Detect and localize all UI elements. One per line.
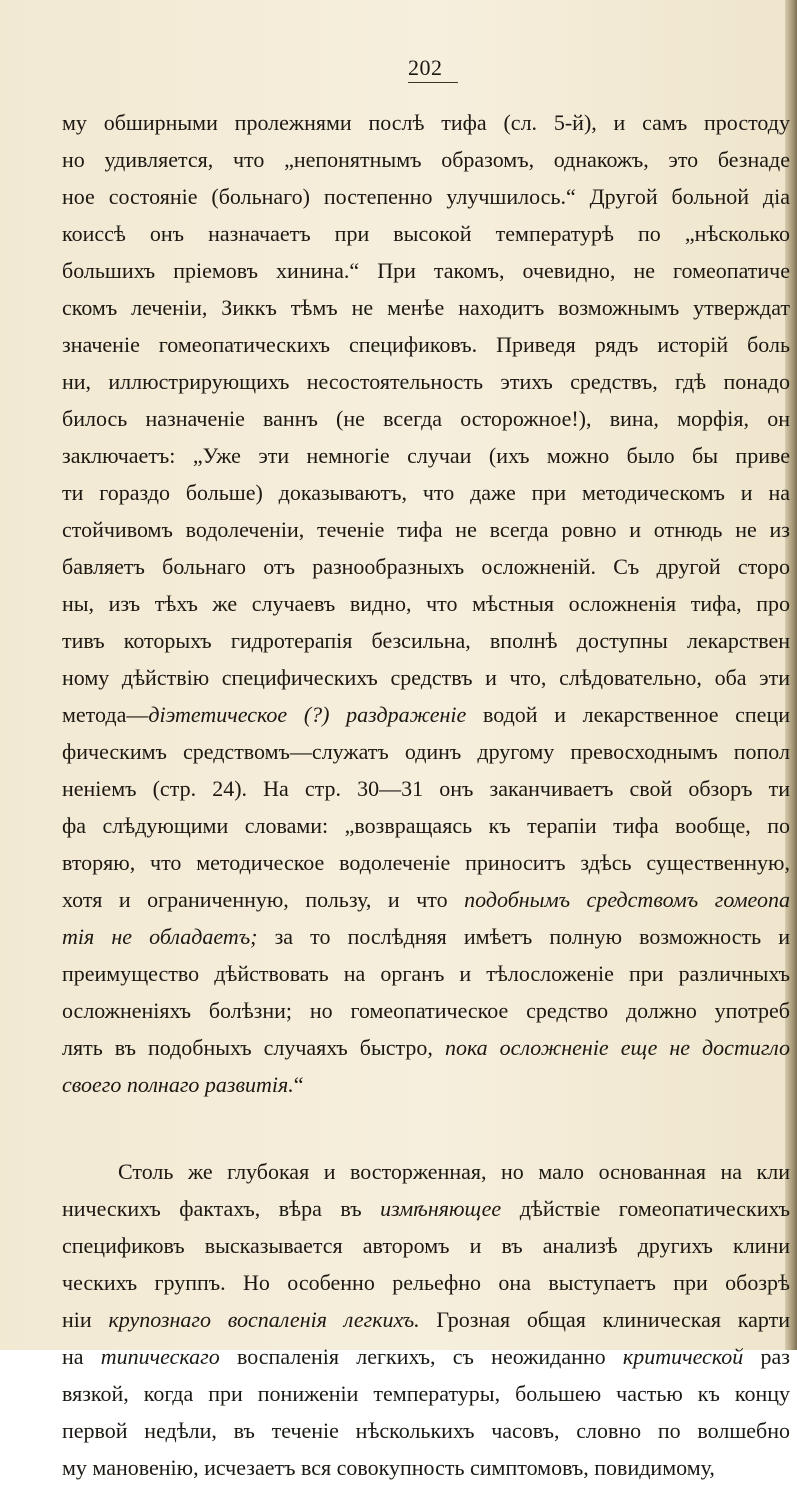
text-span: бавляетъ больнаго отъ разнообразныхъ осложненій. Съ другой сторо	[62, 554, 790, 579]
text-line	[62, 844, 790, 881]
italic-span: своего полнаго развитія.	[62, 1072, 294, 1097]
text-span: воспаленія легкихъ, съ неожиданно	[219, 1344, 623, 1369]
text-line	[62, 326, 790, 363]
text-span: вязкой, когда при пониженіи температуры, большею частью къ концу	[62, 1381, 790, 1406]
text-span: хотя и ограниченную, пользу, и что	[62, 887, 465, 912]
text-span: ническихъ фактахъ, вѣра въ	[62, 1196, 381, 1221]
text-span: му обширными пролежнями послѣ тифа (сл. 5-й), и самъ простоду	[62, 110, 790, 135]
text-line	[62, 215, 790, 252]
text-span: му мановенію, исчезаетъ вся совокупность симптомовъ, повидимому,	[62, 1455, 715, 1480]
text-line	[62, 1264, 790, 1301]
text-line	[62, 252, 790, 289]
text-line	[62, 400, 790, 437]
text-span: ное состояніе (больнаго) постепенно улучшилось.“ Другой больной діа	[62, 184, 790, 209]
text-span: коиссѣ онъ назначаетъ при высокой температурѣ по „нѣсколько	[62, 221, 790, 246]
text-span: спецификовъ высказывается авторомъ и въ анализѣ другихъ клини	[62, 1233, 790, 1258]
text-line	[62, 511, 790, 548]
text-line	[62, 289, 790, 326]
text-span: Грозная общая клиническая карти	[419, 1307, 790, 1332]
text-span: заключаетъ: „Уже эти немногіе случаи (ихъ можно было бы приве	[62, 443, 790, 468]
italic-span: измѣняющее	[380, 1196, 502, 1221]
text-span: большихъ пріемовъ хинина.“ При такомъ, очевидно, не гомеопатиче	[62, 258, 790, 283]
text-span: Столь же глубокая и восторженная, но мало основанная на кли	[118, 1159, 790, 1184]
text-span: фическимъ средствомъ—служатъ одинъ другому превосходнымъ попол	[62, 739, 790, 764]
italic-span: подобнымъ средствомъ гомеопа	[464, 887, 790, 912]
text-line	[62, 881, 790, 918]
text-line	[62, 1449, 790, 1486]
text-line	[62, 622, 790, 659]
text-span: дѣйствіе гомеопатическихъ	[501, 1196, 790, 1221]
text-span: ному дѣйствію специфическихъ средствъ и что, слѣдовательно, оба эти	[62, 665, 790, 690]
paragraph-2	[62, 1153, 790, 1486]
text-span: скомъ леченіи, Зиккъ тѣмъ не менѣе находитъ возможнымъ утверждат	[62, 295, 790, 320]
text-line	[62, 1375, 790, 1412]
text-line	[62, 696, 790, 733]
text-line	[62, 104, 790, 141]
italic-span: діэтетическое (?) раздраженіе	[148, 702, 467, 727]
text-line	[62, 1190, 790, 1227]
text-span: водой и лекарственное специ	[466, 702, 790, 727]
text-span: первой недѣли, въ теченіе нѣсколькихъ часовъ, словно по волшебно	[62, 1418, 790, 1443]
text-line	[62, 1227, 790, 1264]
text-span: раз	[743, 1344, 790, 1369]
text-span: на	[62, 1344, 101, 1369]
text-line	[62, 918, 790, 955]
text-span: стойчивомъ водолеченіи, теченіе тифа не всегда ровно и отнюдь не из	[62, 517, 790, 542]
text-line	[62, 1029, 790, 1066]
paragraph-1	[62, 104, 790, 1103]
text-line	[62, 992, 790, 1029]
text-line	[62, 178, 790, 215]
italic-span: критической	[622, 1344, 744, 1369]
text-line	[62, 770, 790, 807]
text-line	[62, 437, 790, 474]
italic-span: тія не обладаетъ;	[62, 924, 258, 949]
body-text	[62, 104, 790, 1486]
text-line	[62, 1301, 790, 1338]
text-span: значеніе гомеопатическихъ спецификовъ. Приведя рядъ исторій боль	[62, 332, 790, 357]
text-span: но удивляется, что „непонятнымъ образомъ, однакожъ, это безнаде	[62, 147, 790, 172]
text-span: метода—	[62, 702, 149, 727]
text-line	[62, 363, 790, 400]
page-number: 202	[408, 55, 443, 80]
text-span: неніемъ (стр. 24). На стр. 30—31 онъ заканчиваетъ свой обзоръ ти	[62, 776, 790, 801]
text-line	[62, 807, 790, 844]
text-span: за то послѣдняя имѣетъ полную возможность и	[257, 924, 790, 949]
italic-span: типическаго	[100, 1344, 220, 1369]
text-span: ти гораздо больше) доказываютъ, что даже при методическомъ и на	[62, 480, 790, 505]
text-span: билось назначеніе ваннъ (не всегда осторожное!), вина, морфія, он	[62, 406, 790, 431]
text-span: ны, изъ тѣхъ же случаевъ видно, что мѣстныя осложненія тифа, про	[62, 591, 790, 616]
italic-span: крупознаго воспаленія легкихъ.	[108, 1307, 420, 1332]
text-line	[62, 141, 790, 178]
text-line	[62, 955, 790, 992]
text-span: лять въ подобныхъ случаяхъ быстро,	[62, 1035, 445, 1060]
text-line	[62, 474, 790, 511]
text-line	[62, 1412, 790, 1449]
text-span: ніи	[62, 1307, 109, 1332]
text-span: “	[293, 1072, 304, 1097]
text-span: вторяю, что методическое водолеченіе приноситъ здѣсь существенную,	[62, 850, 790, 875]
italic-span: пока осложненіе еще не достигло	[444, 1035, 790, 1060]
text-line	[62, 1153, 790, 1190]
text-span: преимущество дѣйствовать на органъ и тѣлосложеніе при различныхъ	[62, 961, 790, 986]
page-number-underline	[408, 82, 458, 83]
text-line	[62, 548, 790, 585]
text-line	[62, 585, 790, 622]
text-line	[62, 1066, 790, 1103]
text-span: осложненіяхъ болѣзни; но гомеопатическое средство должно употреб	[62, 998, 790, 1023]
paragraph-gap	[62, 1103, 790, 1153]
text-span: фа слѣдующими словами: „возвращаясь къ терапіи тифа вообще, по	[62, 813, 790, 838]
text-line	[62, 1338, 790, 1375]
text-line	[62, 659, 790, 696]
text-span: ческихъ группъ. Но особенно рельефно она выступаетъ при обозрѣ	[62, 1270, 790, 1295]
text-span: ни, иллюстрирующихъ несостоятельность этихъ средствъ, гдѣ понадо	[62, 369, 790, 394]
text-span: тивъ которыхъ гидротерапія безсильна, вполнѣ доступны лекарствен	[62, 628, 790, 653]
text-line	[62, 733, 790, 770]
